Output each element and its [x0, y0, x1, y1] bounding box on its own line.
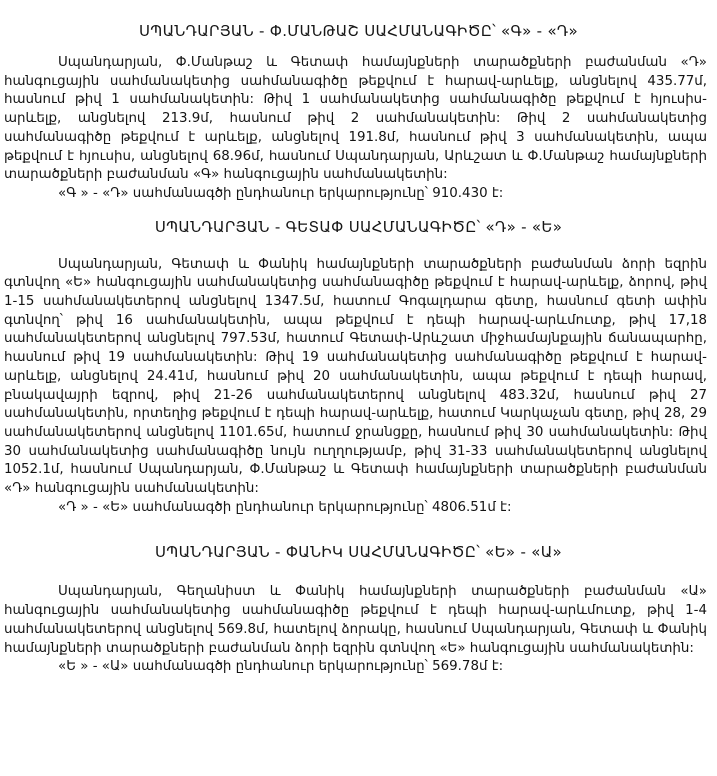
section-title: ՍՊԱՆԴԱՐՅԱՆ - Փ.ՄԱՆԹԱՇ ՍԱՀՄԱՆԱԳԻԾԸ՝ «Գ» - «Դ»	[138, 22, 579, 40]
section-spandaryan-panik	[0, 543, 717, 677]
section-total-length: «Դ » - «Ե» սահմանագծի ընդհանուր երկարությունը՝ 4806.51մ է:	[58, 499, 512, 515]
section-spandaryan-getap	[0, 218, 717, 518]
section-total-length: «Ե » - «Ա» սահմանագծի ընդհանուր երկարությունը՝ 569.78մ է:	[58, 659, 504, 675]
section-title: ՍՊԱՆԴԱՐՅԱՆ - ՓԱՆԻԿ ՍԱՀՄԱՆԱԳԻԾԸ՝ «Ե» - «Ա»	[155, 543, 562, 562]
section-title: ՍՊԱՆԴԱՐՅԱՆ - ԳԵՏԱՓ ՍԱՀՄԱՆԱԳԻԾԸ՝ «Դ» - «Ե»	[154, 217, 563, 236]
section-spandaryan-p-mantash	[0, 0, 717, 204]
section-paragraph: Սպանդարյան, Գեղանիստ և Փանիկ համայնքների տարածքների բաժանման «Ա» հանգուցային սահմանակետից սահմանագիծը թեքվում է դեպի հարավ-արևմուտք, թիվ 1-4 սահմանակետերով անցնելով 569.8մ, հատելով ձորակը, հասնում Սպանդարյան, Գետափ և Փանիկ համայնքների տարածքների բաժանման ձորի եզրին գտնվող «Ե» հանգուցային սահմանակետին:	[4, 584, 707, 656]
section-total-length: «Գ » - «Դ» սահմանագծի ընդհանուր երկարությունը՝ 910.430 է:	[58, 185, 504, 201]
section-paragraph: Սպանդարյան, Գետափ և Փանիկ համայնքների տարածքների բաժանման ձորի եզրին գտնվող «Ե» հանգուցային սահմանակետից սահմանագիծը թեքվում է հարավ-արևելք, ձորով, թիվ 1-15 սահմանակետերով անցնելով 1347.5մ, հատում Գոգալդարա գետը, հասնում գետի ափին գտնվող՝ թիվ 16 սահմանակետին, ապա թեքվում է դեպի հարավ-արևմուտք, թիվ 17,18 սահմանակետերով անցնելով 797.53մ, հատում Գետափ-Արևշատ միջհամայնքային ճանապարհը, հասնում թիվ 19 սահմանակետին: Թիվ 19 սահմանակետից սահմանագիծը թեքվում է հարավ-արևելք, անցնելով 24.41մ, հասնում թիվ 20 սահմանակետին, ապա թեքվում է դեպի հարավ, բնակավայրի եզրով, թիվ 21-26 սահմանակետերով անցնելով 483.32մ, հասնում թիվ 27 սահմանակետին, որտեղից թեքվում է դեպի հարավ-արևելք, հատում Կարկաչան գետը, թիվ 28, 29 սահմանակետերով անցնելով 1101.65մ, հատում ջրանցքը, հասնում թիվ 30 սահմանակետին: Թիվ 30 սահմանակետից սահմանագիծը նույն ուղղությամբ, թիվ 31-33 սահմանակետերով անցնելով 1052.1մ, հասնում Սպանդարյան, Փ.Մանթաշ և Գետափ համայնքների տարածքների բաժանման «Դ» հանգուցային սահմանակետին:	[4, 256, 707, 497]
section-paragraph: Սպանդարյան, Փ.Մանթաշ և Գետափ համայնքների տարածքների բաժանման «Դ» հանգուցային սահմանակետից սահմանագիծը թեքվում է հարավ-արևելք, անցնելով 435.77մ, հասնում թիվ 1 սահմանակետին: Թիվ 1 սահմանակետից սահմանագիծը թեքվում է հյուսիս-արևելք, անցնելով 213.9մ, հասնում թիվ 2 սահմանակետին: Թիվ 2 սահմանակետից սահմանագիծը թեքվում է արևելք, անցնելով 191.8մ, հասնում թիվ 3 սահմանակետին, ապա թեքվում է հյուսիս, անցնելով 68.96մ, հասնում Սպանդարյան, Արևշատ և Փ.Մանթաշ համայնքների տարածքների բաժանման «Գ» հանգուցային սահմանակետին:	[4, 55, 707, 183]
